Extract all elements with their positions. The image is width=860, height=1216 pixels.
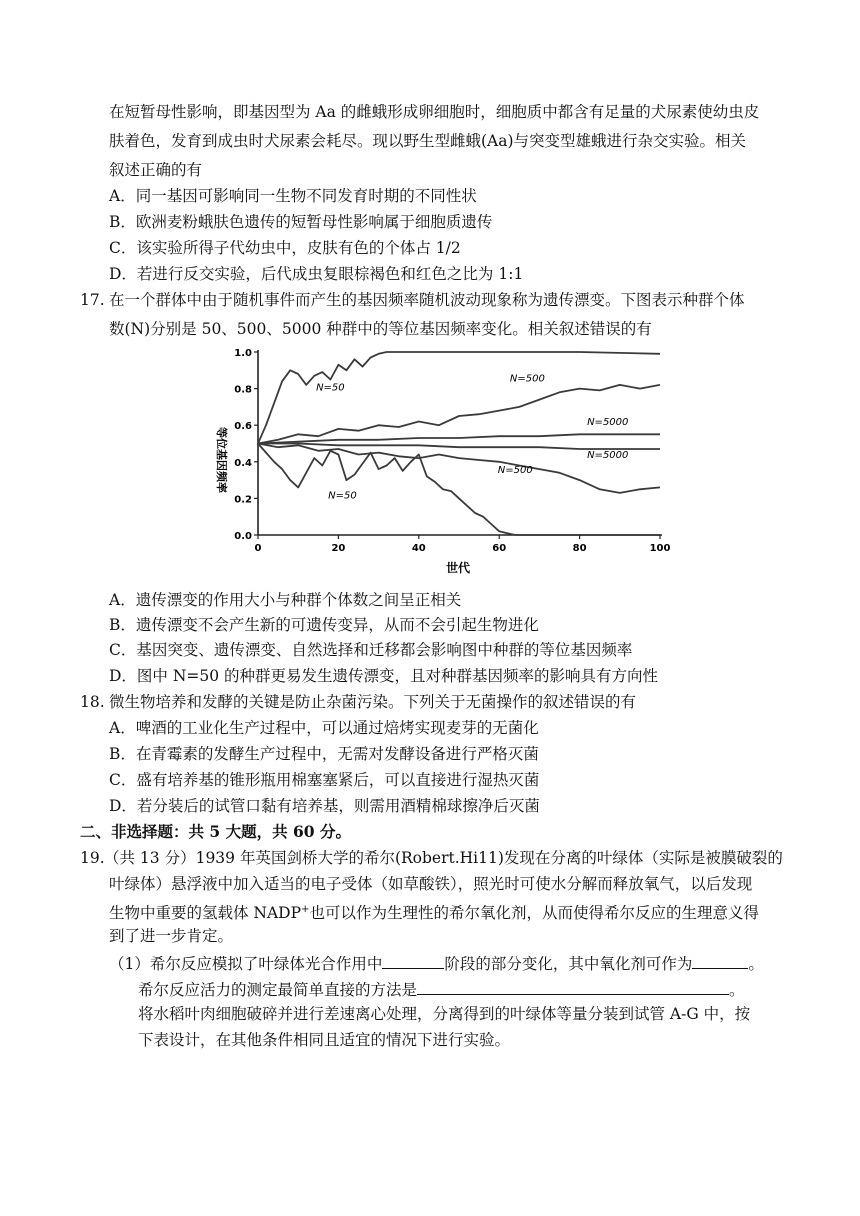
q19-part1-text: 。 xyxy=(729,981,745,999)
y-tick-label: 0.4 xyxy=(234,457,252,469)
section-2-heading: 二、非选择题：共 5 大题，共 60 分。 xyxy=(80,822,351,841)
y-tick-label: 0.8 xyxy=(234,384,252,396)
q17-stem-line: 数(N)分别是 50、500、5000 种群中的等位基因频率变化。相关叙述错误的有 xyxy=(109,320,652,338)
q17-option-c: C．基因突变、遗传漂变、自然选择和迁移都会影响图中种群的等位基因频率 xyxy=(109,641,633,659)
superscript: + xyxy=(301,904,310,915)
series-label: N=500 xyxy=(509,373,545,385)
q19-stem-line: 叶绿体）悬浮液中加入适当的电子受体（如草酸铁），照光时可使水分解而释放氧气，以后发现 xyxy=(109,875,753,893)
q19-part1-line: 下表设计，在其他条件相同且适宜的情况下进行实验。 xyxy=(138,1031,511,1049)
q19-part1-text: （1）希尔反应模拟了叶绿体光合作用中 xyxy=(109,955,383,973)
q19-part1-line: 将水稻叶肉细胞破碎并进行差速离心处理，分离得到的叶绿体等量分装到试管 A-G 中，按 xyxy=(138,1005,751,1023)
series-label: N=500 xyxy=(497,464,533,476)
q16-option-c: C．该实验所得子代幼虫中，皮肤有色的个体占 1/2 xyxy=(109,239,461,257)
y-tick-label: 0.0 xyxy=(234,531,252,542)
x-tick-label: 40 xyxy=(411,543,426,554)
q19-part1-text: 希尔反应活力的测定最简单直接的方法是 xyxy=(138,981,418,999)
series-label: N=50 xyxy=(328,490,357,502)
q17-option-a: A．遗传漂变的作用大小与种群个体数之间呈正相关 xyxy=(109,591,462,609)
answer-blank-1[interactable] xyxy=(382,952,444,969)
x-tick-label: 0 xyxy=(254,543,262,554)
q18-option-b: B．在青霉素的发酵生产过程中，无需对发酵设备进行严格灭菌 xyxy=(109,745,539,763)
q19-stem-line: 到了进一步肯定。 xyxy=(109,927,234,945)
x-axis-label: 世代 xyxy=(445,561,471,575)
y-tick-label: 1.0 xyxy=(234,348,252,359)
q19-part1-text: 阶段的部分变化，其中氧化剂可作为 xyxy=(444,955,693,973)
q16-text-line: 叙述正确的有 xyxy=(109,161,203,179)
q19-number: 19. xyxy=(80,849,105,867)
y-axis-label: 等位基因频率 xyxy=(215,427,228,493)
x-tick-label: 20 xyxy=(331,543,346,554)
series-line-1 xyxy=(258,352,660,444)
series-line-4 xyxy=(258,444,660,450)
q18-option-c: C．盛有培养基的锥形瓶用棉塞塞紧后，可以直接进行湿热灭菌 xyxy=(109,771,540,789)
q17-number: 17. xyxy=(80,291,105,309)
q16-option-a: A．同一基因可影响同一生物不同发育时期的不同性状 xyxy=(109,187,477,205)
q17-option-d: D．图中 N=50 的种群更易发生遗传漂变，且对种群基因频率的影响具有方向性 xyxy=(109,667,659,685)
q19-stem-text: 也可以作为生理性的希尔氧化剂，从而使得希尔反应的生理意义得 xyxy=(309,904,759,923)
q19-stem-line: （共 13 分）1939 年英国剑桥大学的希尔(Robert.Hi11)发现在分离的叶绿体（实际是被膜破裂的 xyxy=(104,849,783,867)
q16-text-line: 在短暂母性影响，即基因型为 Aa 的雌蛾形成卵细胞时，细胞质中都含有足量的犬尿素使幼虫皮 xyxy=(109,103,760,121)
y-tick-label: 0.6 xyxy=(234,421,252,433)
x-tick-label: 60 xyxy=(492,543,507,554)
series-label: N=5000 xyxy=(587,450,629,462)
series-label: N=5000 xyxy=(587,417,629,429)
q16-text-line: 肤着色，发育到成虫时犬尿素会耗尽。现以野生型雌蛾(Aa)与突变型雄蛾进行杂交实验。相关 xyxy=(109,132,747,150)
q18-number: 18. xyxy=(80,693,105,711)
q18-option-a: A．啤酒的工业化生产过程中，可以通过焙烤实现麦芽的无菌化 xyxy=(109,719,539,737)
q17-option-b: B．遗传漂变不会产生新的可遗传变异，从而不会引起生物进化 xyxy=(109,616,539,634)
answer-blank-3[interactable] xyxy=(417,978,729,995)
q19-stem-text: 生物中重要的氢载体 NADP xyxy=(109,904,302,923)
q19-part1-text: 。 xyxy=(748,955,764,973)
allele-frequency-chart xyxy=(196,342,678,578)
series-label: N=50 xyxy=(316,382,345,394)
q19-part1-line xyxy=(109,952,764,972)
q16-option-d: D．若进行反交实验，后代成虫复眼棕褐色和红色之比为 1:1 xyxy=(109,265,524,283)
q19-part1-line xyxy=(138,978,745,998)
x-tick-label: 80 xyxy=(572,543,587,554)
q16-option-b: B．欧洲麦粉蛾肤色遗传的短暂母性影响属于细胞质遗传 xyxy=(109,213,493,231)
q18-option-d: D．若分装后的试管口黏有培养基，则需用酒精棉球擦净后灭菌 xyxy=(109,797,540,815)
x-tick-label: 100 xyxy=(649,543,671,554)
answer-blank-2[interactable] xyxy=(692,952,748,969)
q18-stem: 微生物培养和发酵的关键是防止杂菌污染。下列关于无菌操作的叙述错误的有 xyxy=(109,693,637,711)
y-tick-label: 0.2 xyxy=(234,494,252,506)
q19-stem-line xyxy=(109,900,759,923)
q17-stem-line: 在一个群体中由于随机事件而产生的基因频率随机波动现象称为遗传漂变。下图表示种群个体 xyxy=(109,291,745,309)
